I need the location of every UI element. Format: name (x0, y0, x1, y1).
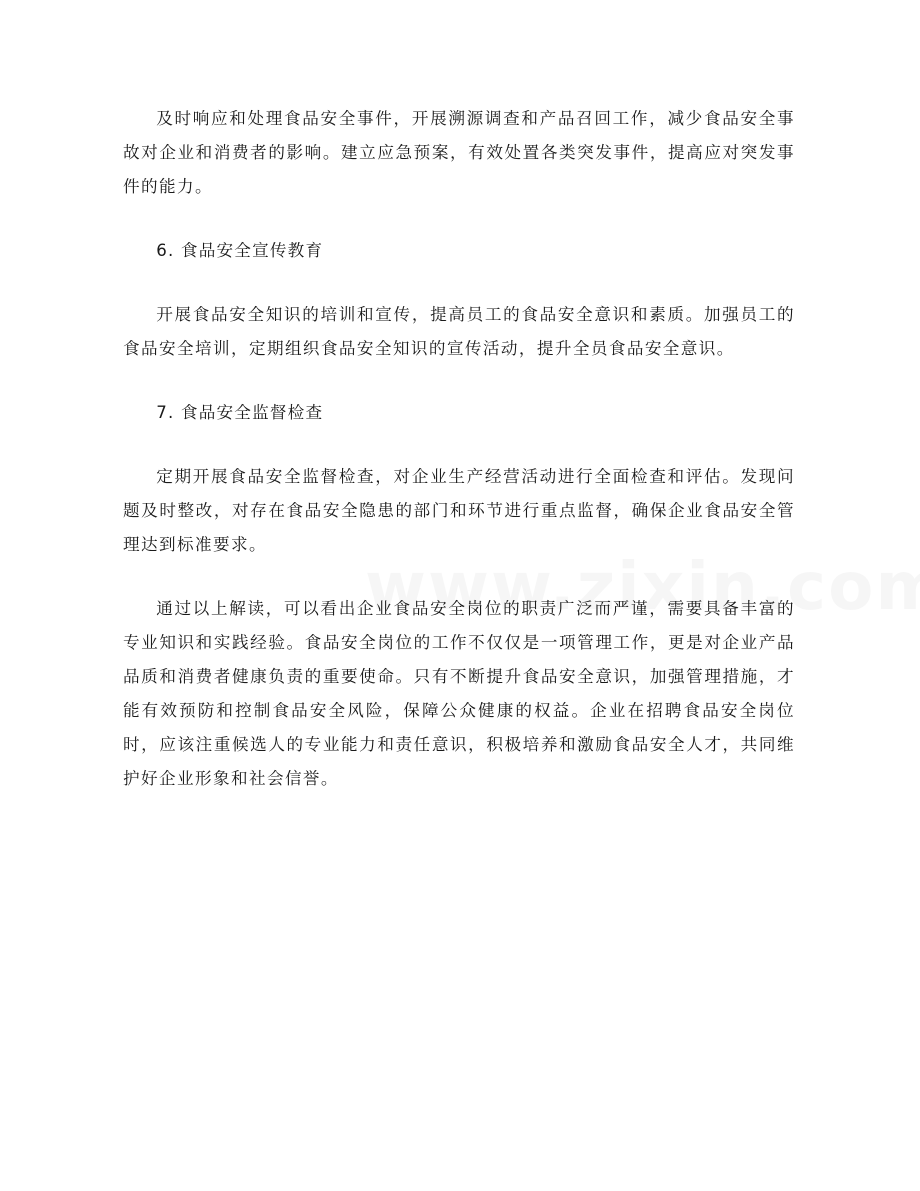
paragraph-incident-response: 及时响应和处理食品安全事件，开展溯源调查和产品召回工作，减少食品安全事故对企业和消费者的影响。建立应急预案，有效处置各类突发事件，提高应对突发事件的能力。 (123, 109, 795, 196)
paragraph-supervision: 定期开展食品安全监督检查，对企业生产经营活动进行全面检查和评估。发现问题及时整改，对存在食品安全隐患的部门和环节进行重点监督，确保企业食品安全管理达到标准要求。 (123, 467, 795, 554)
paragraph-conclusion: 通过以上解读，可以看出企业食品安全岗位的职责广泛而严谨，需要具备丰富的专业知识和实践经验。食品安全岗位的工作不仅仅是一项管理工作，更是对企业产品品质和消费者健康负责的重要使命。只有不断提升食品安全意识，加强管理措施，才能有效预防和控制食品安全风险，保障公众健康的权益。企业在招聘食品安全岗位时，应该注重候选人的专业能力和责任意识，积极培养和激励食品安全人才，共同维护好企业形象和社会信誉。 (123, 599, 795, 788)
section-heading-6: 6. 食品安全宣传教育 (156, 241, 324, 260)
section-heading-7: 7. 食品安全监督检查 (156, 403, 324, 422)
document-body (123, 102, 795, 826)
paragraph-education: 开展食品安全知识的培训和宣传，提高员工的食品安全意识和素质。加强员工的食品安全培训，定期组织食品安全知识的宣传活动，提升全员食品安全意识。 (123, 305, 795, 358)
